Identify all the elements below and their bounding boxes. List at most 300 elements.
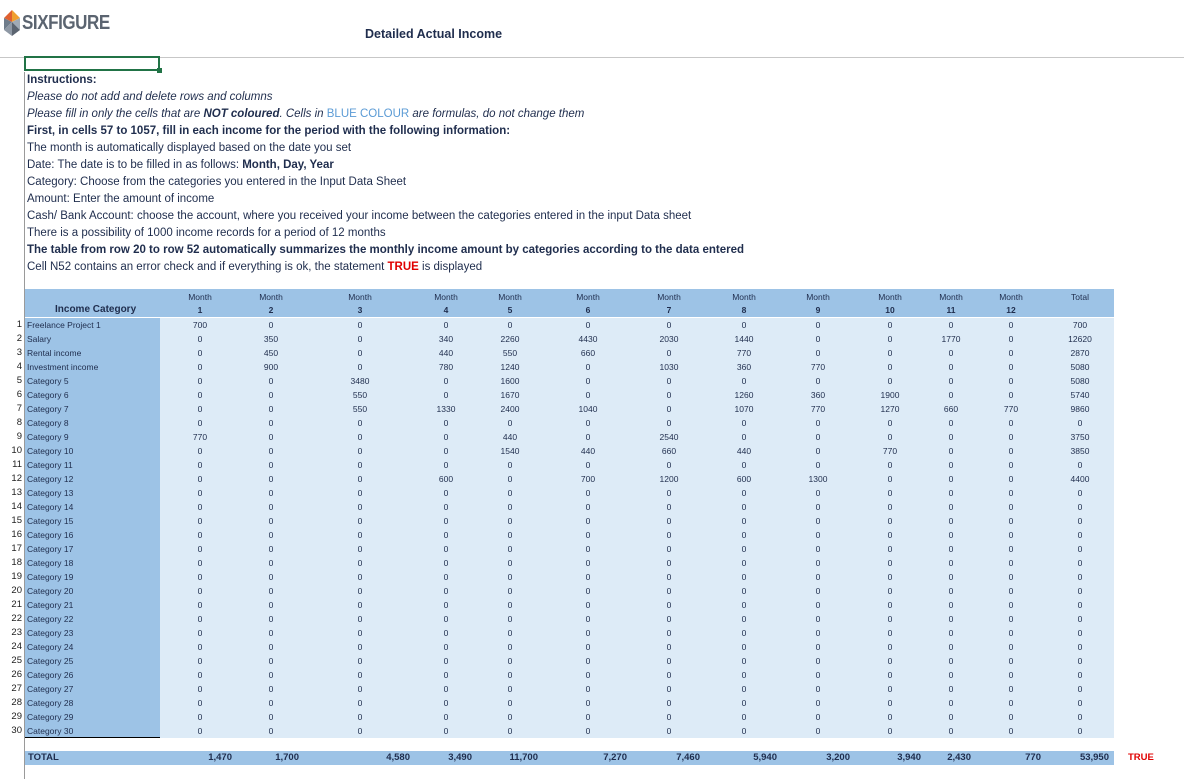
value-cell[interactable]: 0: [357, 320, 363, 330]
category-cell[interactable]: Category 29: [25, 710, 160, 724]
value-cell[interactable]: 0: [197, 334, 203, 344]
row-total-cell[interactable]: 0: [1077, 516, 1083, 526]
value-cell[interactable]: 0: [741, 320, 747, 330]
category-cell[interactable]: Salary: [25, 332, 160, 346]
value-cell[interactable]: 3480: [350, 376, 370, 386]
value-cell[interactable]: 0: [585, 320, 591, 330]
value-cell[interactable]: 0: [887, 418, 893, 428]
value-cell[interactable]: 0: [585, 726, 591, 736]
value-cell[interactable]: 1070: [734, 404, 754, 414]
value-cell[interactable]: 0: [1008, 516, 1014, 526]
value-cell[interactable]: 0: [948, 474, 954, 484]
value-cell[interactable]: 0: [1008, 334, 1014, 344]
value-cell[interactable]: 0: [815, 628, 821, 638]
row-total-cell[interactable]: 0: [1077, 642, 1083, 652]
value-cell[interactable]: 0: [741, 558, 747, 568]
value-cell[interactable]: 0: [507, 586, 513, 596]
row-total-cell[interactable]: 0: [1077, 726, 1083, 736]
value-cell[interactable]: 0: [887, 348, 893, 358]
value-cell[interactable]: 0: [585, 516, 591, 526]
row-total-cell[interactable]: 12620: [1068, 334, 1092, 344]
category-cell[interactable]: Category 26: [25, 668, 160, 682]
value-cell[interactable]: 0: [197, 628, 203, 638]
value-cell[interactable]: 0: [1008, 684, 1014, 694]
month-total[interactable]: 7,270: [603, 752, 627, 763]
value-cell[interactable]: 0: [741, 432, 747, 442]
value-cell[interactable]: 2400: [500, 404, 520, 414]
value-cell[interactable]: 0: [1008, 614, 1014, 624]
value-cell[interactable]: 900: [263, 362, 279, 372]
value-cell[interactable]: 1440: [734, 334, 754, 344]
value-cell[interactable]: 0: [948, 558, 954, 568]
value-cell[interactable]: 0: [1008, 656, 1014, 666]
value-cell[interactable]: 0: [507, 684, 513, 694]
value-cell[interactable]: 0: [887, 614, 893, 624]
value-cell[interactable]: 0: [197, 558, 203, 568]
value-cell[interactable]: 0: [268, 628, 274, 638]
value-cell[interactable]: 0: [815, 558, 821, 568]
value-cell[interactable]: 0: [741, 530, 747, 540]
value-cell[interactable]: 0: [741, 418, 747, 428]
category-cell[interactable]: Category 13: [25, 486, 160, 500]
value-cell[interactable]: 0: [585, 502, 591, 512]
value-cell[interactable]: 0: [1008, 418, 1014, 428]
value-cell[interactable]: 780: [438, 362, 454, 372]
value-cell[interactable]: 0: [815, 516, 821, 526]
value-cell[interactable]: 0: [268, 446, 274, 456]
value-cell[interactable]: 0: [815, 418, 821, 428]
value-cell[interactable]: 0: [948, 712, 954, 722]
value-cell[interactable]: 0: [887, 628, 893, 638]
value-cell[interactable]: 0: [887, 670, 893, 680]
value-cell[interactable]: 0: [887, 432, 893, 442]
value-cell[interactable]: 0: [585, 390, 591, 400]
value-cell[interactable]: 0: [357, 348, 363, 358]
value-cell[interactable]: 0: [815, 320, 821, 330]
value-cell[interactable]: 600: [736, 474, 752, 484]
value-cell[interactable]: 0: [443, 558, 449, 568]
value-cell[interactable]: 0: [268, 614, 274, 624]
value-cell[interactable]: 0: [585, 362, 591, 372]
value-cell[interactable]: 0: [815, 544, 821, 554]
value-cell[interactable]: 0: [585, 712, 591, 722]
value-cell[interactable]: 0: [948, 390, 954, 400]
value-cell[interactable]: 0: [948, 362, 954, 372]
value-cell[interactable]: 0: [357, 600, 363, 610]
value-cell[interactable]: 0: [815, 460, 821, 470]
value-cell[interactable]: 0: [887, 642, 893, 652]
row-total-cell[interactable]: 0: [1077, 460, 1083, 470]
value-cell[interactable]: 0: [666, 628, 672, 638]
value-cell[interactable]: 0: [666, 460, 672, 470]
value-cell[interactable]: 0: [585, 684, 591, 694]
value-cell[interactable]: 600: [438, 474, 454, 484]
value-cell[interactable]: 0: [268, 488, 274, 498]
value-cell[interactable]: 0: [741, 544, 747, 554]
row-total-cell[interactable]: 5740: [1070, 390, 1090, 400]
value-cell[interactable]: 0: [948, 460, 954, 470]
value-cell[interactable]: 0: [887, 712, 893, 722]
value-cell[interactable]: 0: [741, 614, 747, 624]
category-cell[interactable]: Category 5: [25, 374, 160, 388]
value-cell[interactable]: 0: [741, 684, 747, 694]
value-cell[interactable]: 0: [197, 404, 203, 414]
category-cell[interactable]: Category 25: [25, 654, 160, 668]
value-cell[interactable]: 0: [1008, 502, 1014, 512]
value-cell[interactable]: 0: [666, 614, 672, 624]
value-cell[interactable]: 0: [666, 712, 672, 722]
value-cell[interactable]: 0: [815, 530, 821, 540]
value-cell[interactable]: 0: [666, 600, 672, 610]
category-cell[interactable]: Category 12: [25, 472, 160, 486]
value-cell[interactable]: 660: [580, 348, 596, 358]
value-cell[interactable]: 0: [357, 586, 363, 596]
value-cell[interactable]: 0: [741, 586, 747, 596]
value-cell[interactable]: 0: [666, 656, 672, 666]
value-cell[interactable]: 0: [585, 670, 591, 680]
value-cell[interactable]: 0: [507, 502, 513, 512]
row-total-cell[interactable]: 0: [1077, 670, 1083, 680]
category-cell[interactable]: Category 7: [25, 402, 160, 416]
value-cell[interactable]: 0: [887, 474, 893, 484]
value-cell[interactable]: 1670: [500, 390, 520, 400]
value-cell[interactable]: 0: [507, 712, 513, 722]
month-total[interactable]: 4,580: [386, 752, 410, 763]
value-cell[interactable]: 0: [357, 558, 363, 568]
row-total-cell[interactable]: 3850: [1070, 446, 1090, 456]
value-cell[interactable]: 0: [443, 446, 449, 456]
value-cell[interactable]: 0: [1008, 390, 1014, 400]
month-total[interactable]: 11,700: [509, 752, 538, 763]
row-total-cell[interactable]: 0: [1077, 502, 1083, 512]
value-cell[interactable]: 0: [666, 642, 672, 652]
row-total-cell[interactable]: 0: [1077, 600, 1083, 610]
value-cell[interactable]: 0: [887, 530, 893, 540]
value-cell[interactable]: 440: [438, 348, 454, 358]
value-cell[interactable]: 0: [197, 642, 203, 652]
value-cell[interactable]: 0: [197, 446, 203, 456]
value-cell[interactable]: 0: [443, 628, 449, 638]
row-total-cell[interactable]: 0: [1077, 544, 1083, 554]
value-cell[interactable]: 0: [1008, 642, 1014, 652]
value-cell[interactable]: 1240: [500, 362, 520, 372]
value-cell[interactable]: 0: [357, 530, 363, 540]
value-cell[interactable]: 0: [197, 502, 203, 512]
value-cell[interactable]: 1540: [500, 446, 520, 456]
value-cell[interactable]: 550: [352, 404, 368, 414]
value-cell[interactable]: 0: [1008, 488, 1014, 498]
value-cell[interactable]: 700: [192, 320, 208, 330]
value-cell[interactable]: 1600: [500, 376, 520, 386]
value-cell[interactable]: 0: [357, 572, 363, 582]
value-cell[interactable]: 0: [1008, 558, 1014, 568]
value-cell[interactable]: 0: [197, 488, 203, 498]
value-cell[interactable]: 0: [666, 670, 672, 680]
value-cell[interactable]: 0: [268, 544, 274, 554]
value-cell[interactable]: 0: [585, 558, 591, 568]
value-cell[interactable]: 350: [263, 334, 279, 344]
value-cell[interactable]: 0: [268, 390, 274, 400]
value-cell[interactable]: 0: [815, 446, 821, 456]
value-cell[interactable]: 0: [268, 712, 274, 722]
value-cell[interactable]: 0: [815, 586, 821, 596]
value-cell[interactable]: 770: [810, 404, 826, 414]
value-cell[interactable]: 0: [507, 698, 513, 708]
value-cell[interactable]: 0: [443, 502, 449, 512]
value-cell[interactable]: 0: [666, 516, 672, 526]
value-cell[interactable]: 0: [887, 488, 893, 498]
value-cell[interactable]: 340: [438, 334, 454, 344]
value-cell[interactable]: 0: [948, 628, 954, 638]
value-cell[interactable]: 0: [357, 698, 363, 708]
value-cell[interactable]: 0: [443, 544, 449, 554]
row-total-cell[interactable]: 0: [1077, 712, 1083, 722]
value-cell[interactable]: 0: [948, 418, 954, 428]
value-cell[interactable]: 0: [1008, 712, 1014, 722]
category-cell[interactable]: Investment income: [25, 360, 160, 374]
value-cell[interactable]: 0: [268, 460, 274, 470]
value-cell[interactable]: 1040: [578, 404, 598, 414]
value-cell[interactable]: 0: [197, 670, 203, 680]
row-total-cell[interactable]: 5080: [1070, 376, 1090, 386]
value-cell[interactable]: 770: [736, 348, 752, 358]
value-cell[interactable]: 0: [268, 404, 274, 414]
value-cell[interactable]: 0: [507, 670, 513, 680]
category-cell[interactable]: Category 30: [25, 724, 160, 738]
value-cell[interactable]: 0: [1008, 628, 1014, 638]
value-cell[interactable]: 0: [443, 530, 449, 540]
value-cell[interactable]: 0: [443, 460, 449, 470]
row-total-cell[interactable]: 0: [1077, 530, 1083, 540]
category-cell[interactable]: Category 24: [25, 640, 160, 654]
value-cell[interactable]: 0: [666, 320, 672, 330]
value-cell[interactable]: 0: [507, 320, 513, 330]
value-cell[interactable]: 0: [666, 418, 672, 428]
value-cell[interactable]: 0: [197, 460, 203, 470]
category-cell[interactable]: Category 17: [25, 542, 160, 556]
value-cell[interactable]: 0: [948, 530, 954, 540]
value-cell[interactable]: 0: [666, 488, 672, 498]
value-cell[interactable]: 770: [1003, 404, 1019, 414]
value-cell[interactable]: 0: [197, 614, 203, 624]
value-cell[interactable]: 0: [268, 432, 274, 442]
row-total-cell[interactable]: 9860: [1070, 404, 1090, 414]
value-cell[interactable]: 0: [443, 656, 449, 666]
value-cell[interactable]: 0: [357, 460, 363, 470]
category-cell[interactable]: Category 22: [25, 612, 160, 626]
value-cell[interactable]: 0: [357, 614, 363, 624]
row-total-cell[interactable]: 700: [1072, 320, 1088, 330]
category-cell[interactable]: Category 20: [25, 584, 160, 598]
value-cell[interactable]: 0: [666, 586, 672, 596]
month-total[interactable]: 2,430: [947, 752, 971, 763]
value-cell[interactable]: 0: [197, 600, 203, 610]
value-cell[interactable]: 0: [268, 474, 274, 484]
value-cell[interactable]: 0: [666, 572, 672, 582]
value-cell[interactable]: 0: [268, 572, 274, 582]
month-total[interactable]: 7,460: [676, 752, 700, 763]
value-cell[interactable]: 0: [585, 628, 591, 638]
category-cell[interactable]: Category 21: [25, 598, 160, 612]
value-cell[interactable]: 0: [1008, 320, 1014, 330]
value-cell[interactable]: 0: [357, 684, 363, 694]
value-cell[interactable]: 0: [507, 544, 513, 554]
value-cell[interactable]: 0: [741, 376, 747, 386]
value-cell[interactable]: 0: [197, 684, 203, 694]
value-cell[interactable]: 0: [1008, 572, 1014, 582]
value-cell[interactable]: 0: [666, 726, 672, 736]
value-cell[interactable]: 0: [948, 656, 954, 666]
value-cell[interactable]: 0: [815, 348, 821, 358]
value-cell[interactable]: 0: [948, 516, 954, 526]
value-cell[interactable]: 0: [507, 516, 513, 526]
value-cell[interactable]: 0: [741, 628, 747, 638]
value-cell[interactable]: 0: [585, 698, 591, 708]
row-total-cell[interactable]: 2870: [1070, 348, 1090, 358]
value-cell[interactable]: 0: [507, 614, 513, 624]
value-cell[interactable]: 0: [507, 572, 513, 582]
category-cell[interactable]: Category 15: [25, 514, 160, 528]
value-cell[interactable]: 0: [815, 656, 821, 666]
value-cell[interactable]: 0: [585, 460, 591, 470]
row-total-cell[interactable]: 5080: [1070, 362, 1090, 372]
value-cell[interactable]: 0: [741, 502, 747, 512]
value-cell[interactable]: 0: [357, 712, 363, 722]
value-cell[interactable]: 0: [507, 474, 513, 484]
value-cell[interactable]: 0: [741, 572, 747, 582]
value-cell[interactable]: 450: [263, 348, 279, 358]
value-cell[interactable]: 0: [357, 642, 363, 652]
value-cell[interactable]: 0: [741, 656, 747, 666]
value-cell[interactable]: 0: [887, 320, 893, 330]
value-cell[interactable]: 0: [741, 698, 747, 708]
value-cell[interactable]: 0: [197, 390, 203, 400]
value-cell[interactable]: 0: [948, 572, 954, 582]
value-cell[interactable]: 0: [268, 376, 274, 386]
value-cell[interactable]: 0: [197, 348, 203, 358]
value-cell[interactable]: 0: [948, 726, 954, 736]
value-cell[interactable]: 0: [585, 376, 591, 386]
value-cell[interactable]: 0: [948, 432, 954, 442]
value-cell[interactable]: 0: [887, 362, 893, 372]
value-cell[interactable]: 0: [948, 488, 954, 498]
value-cell[interactable]: 0: [741, 670, 747, 680]
value-cell[interactable]: 0: [268, 684, 274, 694]
value-cell[interactable]: 0: [887, 516, 893, 526]
value-cell[interactable]: 0: [507, 628, 513, 638]
month-total[interactable]: 1,470: [208, 752, 232, 763]
category-cell[interactable]: Category 11: [25, 458, 160, 472]
value-cell[interactable]: 0: [887, 502, 893, 512]
value-cell[interactable]: 0: [197, 572, 203, 582]
row-total-cell[interactable]: 0: [1077, 698, 1083, 708]
value-cell[interactable]: 360: [736, 362, 752, 372]
value-cell[interactable]: 0: [197, 656, 203, 666]
category-cell[interactable]: Category 16: [25, 528, 160, 542]
value-cell[interactable]: 0: [268, 642, 274, 652]
value-cell[interactable]: 0: [948, 446, 954, 456]
value-cell[interactable]: 0: [887, 376, 893, 386]
value-cell[interactable]: 0: [887, 684, 893, 694]
value-cell[interactable]: 0: [507, 488, 513, 498]
value-cell[interactable]: 0: [585, 572, 591, 582]
value-cell[interactable]: 0: [585, 656, 591, 666]
row-total-cell[interactable]: 0: [1077, 418, 1083, 428]
value-cell[interactable]: 0: [357, 628, 363, 638]
value-cell[interactable]: 1900: [880, 390, 900, 400]
value-cell[interactable]: 0: [443, 390, 449, 400]
value-cell[interactable]: 0: [666, 404, 672, 414]
value-cell[interactable]: 0: [815, 572, 821, 582]
value-cell[interactable]: 0: [443, 600, 449, 610]
value-cell[interactable]: 0: [666, 502, 672, 512]
value-cell[interactable]: 0: [357, 474, 363, 484]
value-cell[interactable]: 0: [948, 502, 954, 512]
value-cell[interactable]: 0: [443, 698, 449, 708]
value-cell[interactable]: 0: [443, 726, 449, 736]
value-cell[interactable]: 4430: [578, 334, 598, 344]
value-cell[interactable]: 0: [887, 600, 893, 610]
value-cell[interactable]: 0: [585, 642, 591, 652]
month-total[interactable]: 3,490: [448, 752, 472, 763]
selected-cell[interactable]: [24, 56, 160, 71]
value-cell[interactable]: 0: [357, 726, 363, 736]
value-cell[interactable]: 0: [507, 642, 513, 652]
month-total[interactable]: 5,940: [753, 752, 777, 763]
value-cell[interactable]: 0: [268, 558, 274, 568]
value-cell[interactable]: 0: [585, 544, 591, 554]
value-cell[interactable]: 0: [197, 586, 203, 596]
value-cell[interactable]: 0: [815, 698, 821, 708]
value-cell[interactable]: 0: [666, 544, 672, 554]
value-cell[interactable]: 0: [197, 712, 203, 722]
row-total-cell[interactable]: 0: [1077, 684, 1083, 694]
value-cell[interactable]: 360: [810, 390, 826, 400]
value-cell[interactable]: 0: [948, 614, 954, 624]
value-cell[interactable]: 0: [268, 670, 274, 680]
category-cell[interactable]: Category 10: [25, 444, 160, 458]
value-cell[interactable]: 0: [887, 460, 893, 470]
value-cell[interactable]: 0: [268, 516, 274, 526]
value-cell[interactable]: 0: [666, 530, 672, 540]
value-cell[interactable]: 0: [666, 390, 672, 400]
value-cell[interactable]: 0: [815, 684, 821, 694]
value-cell[interactable]: 0: [507, 418, 513, 428]
value-cell[interactable]: 0: [887, 558, 893, 568]
value-cell[interactable]: 660: [661, 446, 677, 456]
value-cell[interactable]: 0: [268, 320, 274, 330]
totals-row[interactable]: [25, 751, 1114, 765]
category-cell[interactable]: Freelance Project 1: [25, 318, 160, 332]
row-total-cell[interactable]: 4400: [1070, 474, 1090, 484]
value-cell[interactable]: 0: [815, 432, 821, 442]
value-cell[interactable]: 0: [815, 502, 821, 512]
value-cell[interactable]: 0: [507, 600, 513, 610]
value-cell[interactable]: 0: [948, 698, 954, 708]
value-cell[interactable]: 0: [585, 600, 591, 610]
category-cell[interactable]: Category 27: [25, 682, 160, 696]
value-cell[interactable]: 0: [197, 516, 203, 526]
value-cell[interactable]: 0: [443, 376, 449, 386]
category-cell[interactable]: Category 19: [25, 570, 160, 584]
category-cell[interactable]: Category 23: [25, 626, 160, 640]
month-total[interactable]: 3,940: [897, 752, 921, 763]
value-cell[interactable]: 0: [741, 600, 747, 610]
row-total-cell[interactable]: 0: [1077, 572, 1083, 582]
value-cell[interactable]: 2540: [659, 432, 679, 442]
value-cell[interactable]: 0: [815, 488, 821, 498]
value-cell[interactable]: 0: [585, 586, 591, 596]
